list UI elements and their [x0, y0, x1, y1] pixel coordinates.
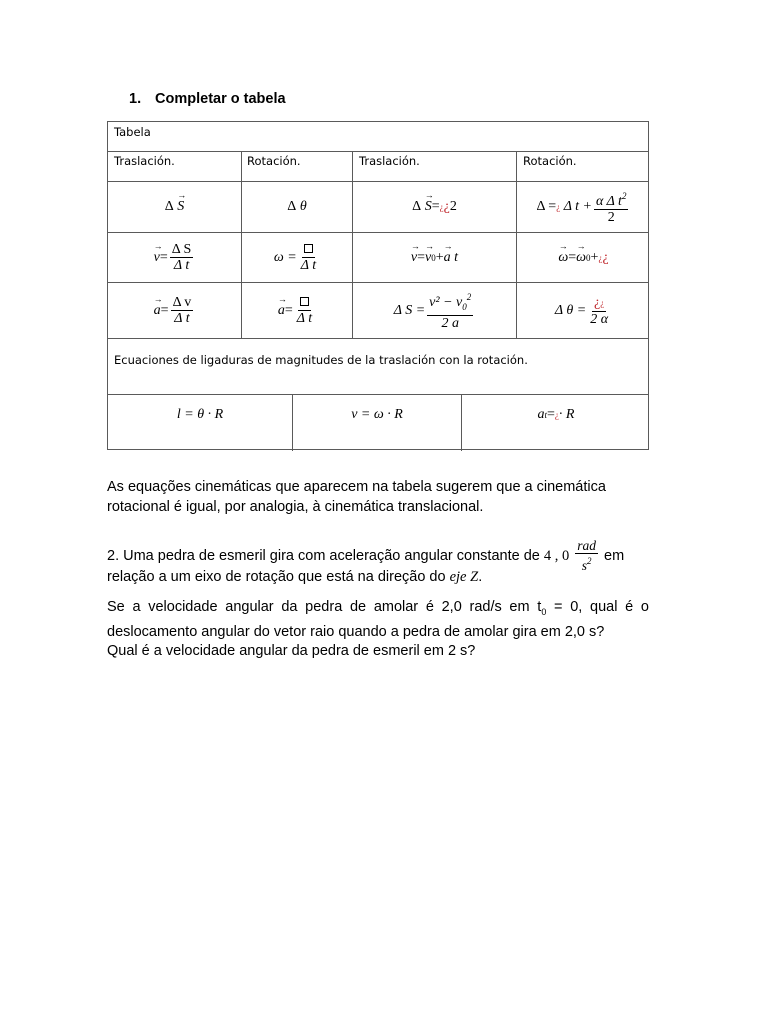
paragraph-problem-2-line2: relação a um eixo de rotação que está na direção do eje Z.: [107, 569, 483, 585]
header-translation-2: Traslación.: [359, 154, 420, 168]
header-translation-1: Traslación.: [114, 154, 175, 168]
cell-displacement-velocity-formula: Δ S = $\frac{v^2 - v_0^2}{2 a}$: [393, 292, 472, 331]
undefined-mark: ¿: [600, 297, 605, 308]
paragraph-problem-2: 2. Uma pedra de esmeril gira com aceleração angular constante de 4 , 0 $\frac{\text{rad}}{s^2}$ em: [107, 538, 625, 573]
cell-velocity-formula: → v = → v 0 + → a t: [353, 233, 516, 282]
relation-linear-velocity: v = ω · R: [351, 407, 403, 422]
cell-acceleration: → a = $\frac{\text{Δ v}}{\text{Δ t}}$: [108, 283, 241, 338]
placeholder-box-icon: [304, 244, 313, 253]
table-caption: Tabela: [114, 125, 151, 139]
cell-angular-velocity: ω = Δ t: [242, 233, 352, 282]
heading-number: 1.: [129, 91, 142, 107]
paragraph-question-velocity: Qual é a velocidade angular da pedra de esmeril em 2 s?: [107, 643, 476, 659]
acceleration-value: 4 , 0: [543, 547, 570, 564]
paragraph-analogy: As equações cinemáticas que aparecem na tabela sugerem que a cinemática rotacional é igual, por analogia, à cinemática translacional.: [107, 479, 606, 515]
axis-label: eje Z: [449, 569, 479, 585]
undefined-mark: ¿: [598, 252, 603, 263]
relation-arc-length: l = θ · R: [176, 407, 224, 422]
cell-angular-velocity-formula: → ω = → ω 0 + ¿ ¿: [517, 233, 650, 282]
placeholder-box-icon: [300, 297, 309, 306]
undefined-mark: ¿: [439, 202, 444, 212]
undefined-mark: ¿: [594, 294, 601, 310]
table-rule: [108, 338, 648, 339]
cell-velocity: → v = $\frac{\text{Δ S}}{\text{Δ t}}$: [108, 233, 241, 282]
header-rotation-2: Rotación.: [523, 154, 577, 168]
undefined-mark: ¿: [602, 249, 609, 265]
cell-displacement: Δ → S: [108, 182, 241, 232]
header-rotation-1: Rotación.: [247, 154, 301, 168]
cell-displacement-formula: Δ → S = ¿ ¿ 2: [353, 182, 516, 232]
cell-angular-displacement-formula: Δ = ¿ Δ t + $\frac{\alpha \Delta t^2}{2}$: [536, 191, 627, 225]
relation-tangential-acceleration: a t = ¿ · R: [537, 407, 575, 422]
cell-angular-acceleration: → a = Δ t: [242, 283, 352, 338]
exercise-heading: [129, 91, 286, 107]
cell-angular-displacement: Δ θ: [287, 199, 307, 214]
problem-2-intro: 2. Uma pedra de esmeril gira com aceleração angular constante de: [107, 547, 544, 564]
table-rule: [108, 151, 648, 152]
kinematics-table: [107, 121, 649, 450]
relations-label: Ecuaciones de ligaduras de magnitudes de la traslación con la rotación.: [114, 353, 528, 367]
undefined-mark: ¿: [556, 202, 561, 212]
cell-angular-displacement-velocity-formula: Δ θ = $\frac{¿¿}{2 \alpha}$: [554, 294, 609, 327]
undefined-mark: ¿: [554, 410, 559, 420]
undefined-mark: ¿: [443, 199, 450, 214]
paragraph-question-displacement: Se a velocidade angular da pedra de amolar é 2,0 rad/s em $t_0 = 0$, qual é o deslocamento angular do vetor raio quando a pedra de amolar gira em 2,0 s?: [107, 599, 649, 640]
heading-title: Completar o tabela: [155, 91, 286, 107]
